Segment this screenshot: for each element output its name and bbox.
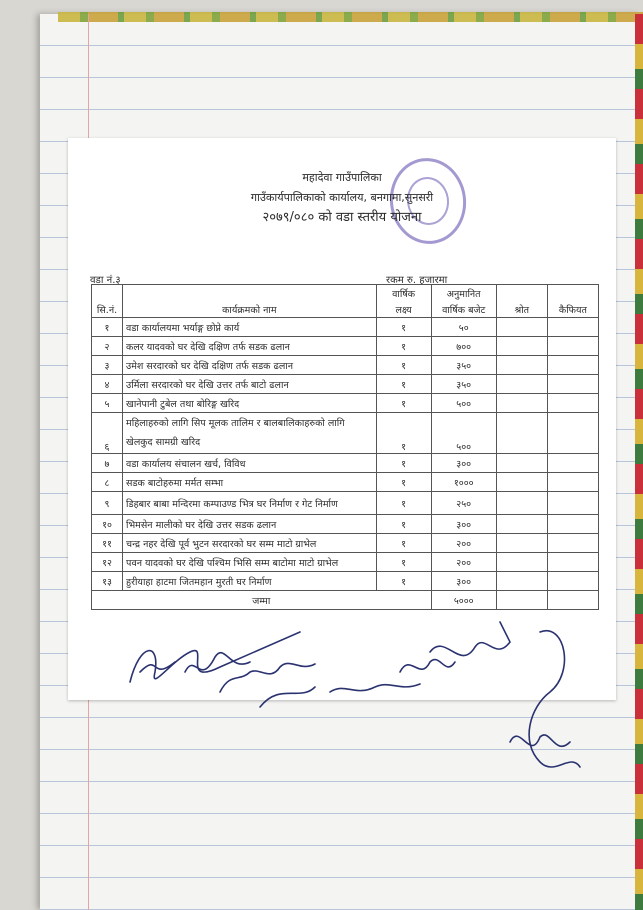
table-header-row: [92, 285, 599, 302]
table-row: २ कलर यादवको घर देखि दक्षिण तर्फ सडक ढलान १ ७००: [92, 337, 599, 356]
table-row: ११ चन्द्र नहर देखि पूर्व भुटन सरदारको घर सम्म माटो ग्राभेल १ २००: [92, 534, 599, 553]
total-row: [92, 591, 599, 610]
table-row: ३ उमेश सरदारको घर देखि दक्षिण तर्फ सडक ढलान १ ३५०: [92, 356, 599, 375]
ward-number: वडा नं.३: [90, 275, 121, 286]
table-row: ९ डिहबार बाबा मन्दिरमा कम्पाउण्ड भित्र घर निर्माण र गेट निर्माण १ २५०: [92, 492, 599, 515]
table-row: १२ पवन यादवको घर देखि पश्चिम भिसि सम्म बाटोमा माटो ग्राभेल १ २००: [92, 553, 599, 572]
document-header: [68, 168, 616, 228]
col-budget-bottom: वार्षिक बजेट: [431, 301, 496, 318]
col-budget-top: अनुमानित: [431, 285, 496, 302]
table-header-row: [92, 301, 599, 318]
table-row: ७ वडा कार्यालय संचालन खर्च, विविध १ ३००: [92, 454, 599, 473]
handwritten-signatures: [100, 612, 620, 812]
plan-table: [91, 284, 599, 610]
office-name: गाउँकार्यपालिकाको कार्यालय, बनगामा,सुनसरी: [250, 191, 434, 204]
table-row: ६ महिलाहरुको लागि सिप मूलक तालिम र बालबालिकाहरुको लागि खेलकुद सामग्री खरिद १ ५००: [92, 413, 599, 454]
row-name-line: खेलकुद सामग्री खरिद: [126, 437, 201, 448]
table-row: ४ उर्मिला सरदारको घर देखि उत्तर तर्फ बाटो ढलान १ ३५०: [92, 375, 599, 394]
amount-unit: रकम रु. हजारमा: [386, 275, 448, 286]
notebook-top-band: [58, 12, 643, 22]
table-row: १३ हुरीयाहा हाटमा जितमहान मुरती घर निर्माण १ ३००: [92, 572, 599, 591]
table-row: १० भिमसेन मालीको घर देखि उत्तर सडक ढलान १ ३००: [92, 515, 599, 534]
col-remarks: कैफियत: [547, 301, 598, 318]
row-name-line: महिलाहरुको लागि सिप मूलक तालिम र बालबालिकाहरुको लागि: [126, 418, 345, 429]
table-row: ५ खानेपानी टुबेल तथा बोरिङ्ग खरिद १ ५००: [92, 394, 599, 413]
document-title: २०७९/०८० को वडा स्तरीय योजना: [262, 210, 422, 225]
col-target-top: वार्षिक: [376, 285, 431, 302]
col-sn: सि.नं.: [92, 301, 123, 318]
signatures-area: [100, 612, 620, 812]
municipality-name: महादेवा गाउँपालिका: [302, 171, 382, 184]
table-row: ८ सडक बाटोहरुमा मर्मत सम्भा १ १०००: [92, 473, 599, 492]
notebook-edge: [635, 14, 643, 910]
table-row: १ वडा कार्यालयमा भर्याङ्ग छोप्ने कार्य १ ५०: [92, 318, 599, 337]
total-value: ५०००: [431, 591, 496, 610]
col-name: कार्यक्रमको नाम: [123, 301, 377, 318]
total-label: जम्मा: [92, 591, 432, 610]
col-target-bottom: लक्ष्य: [376, 301, 431, 318]
col-source: श्रोत: [496, 301, 547, 318]
